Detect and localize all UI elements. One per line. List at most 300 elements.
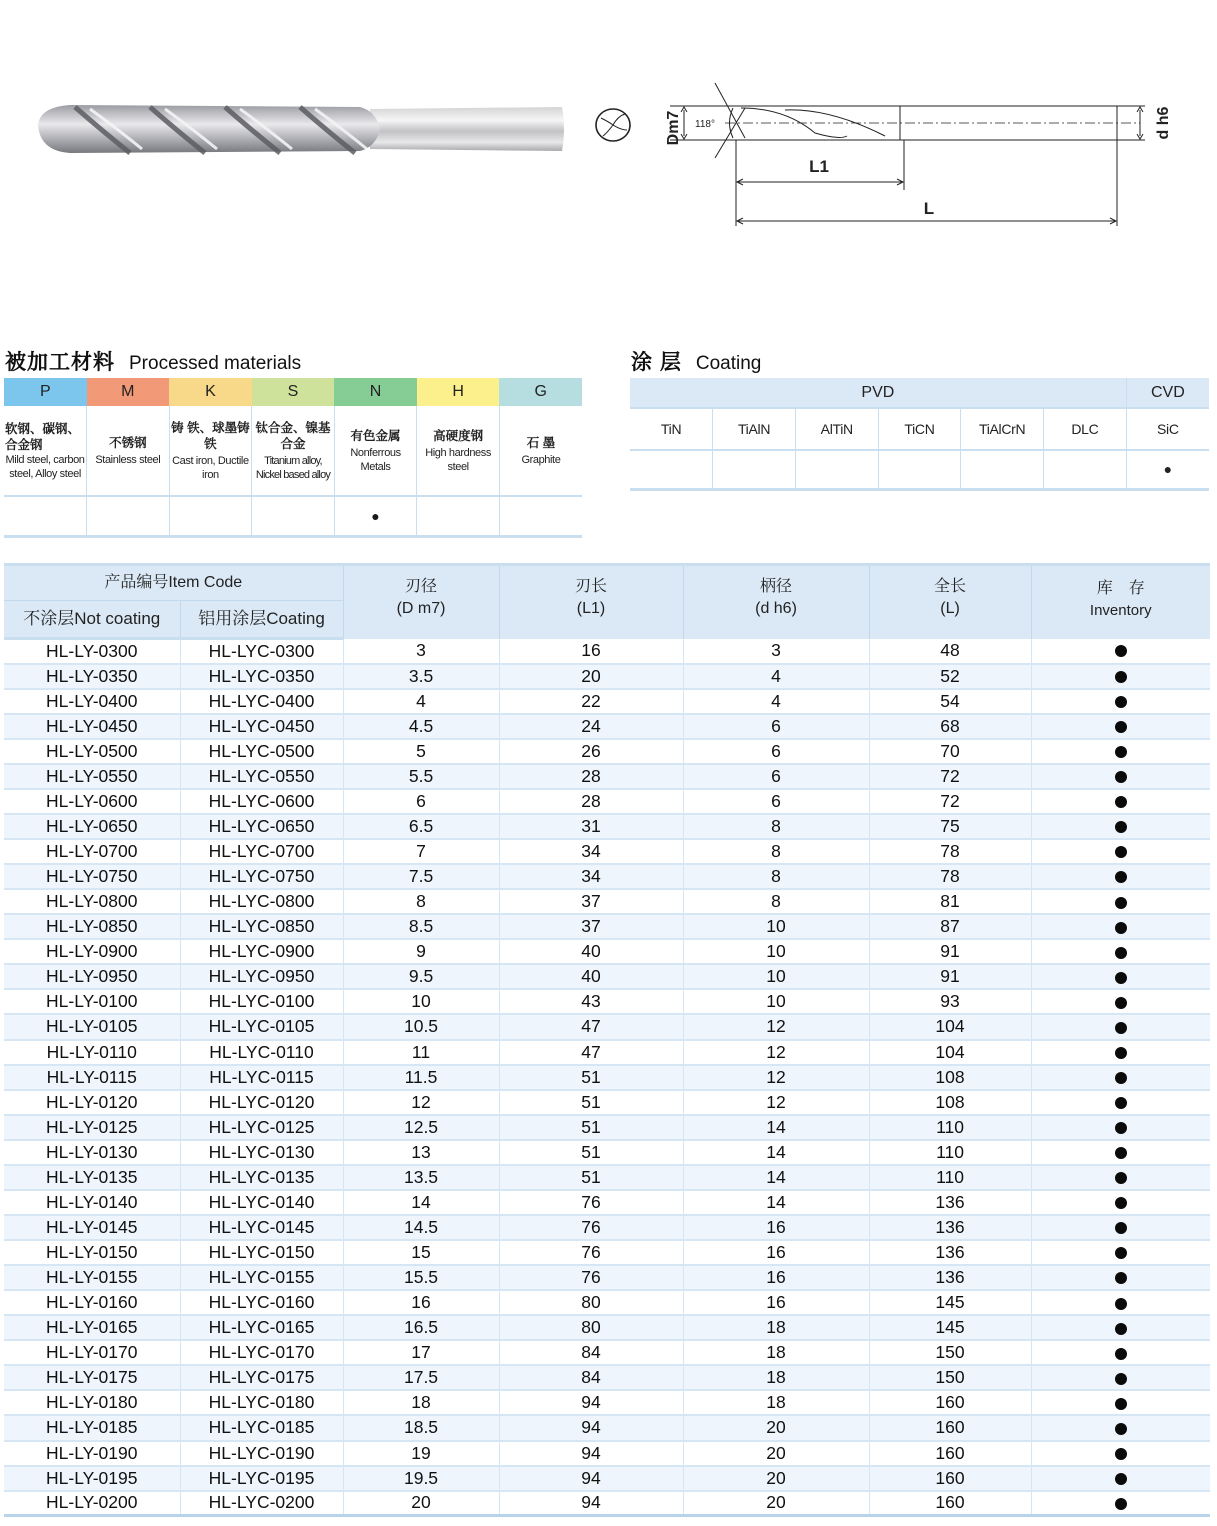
coating-type-ticn: TiCN: [878, 408, 961, 450]
shank-diameter: 6: [683, 789, 869, 814]
header-flute-length-cn: 刃长: [575, 578, 608, 595]
header-inventory-cn: 库 存: [1096, 580, 1145, 597]
overall-length: 48: [869, 639, 1031, 664]
material-mark-p: [4, 496, 87, 536]
material-desc-k: [169, 406, 252, 496]
item-code-not-coating: HL-LY-0185: [4, 1415, 180, 1440]
spec-header-row: [4, 565, 1210, 601]
table-row: [4, 1365, 1210, 1390]
coating-mark: [795, 450, 878, 489]
shank-diameter: 18: [683, 1390, 869, 1415]
material-desc-s: [252, 406, 335, 496]
shank-diameter: 10: [683, 964, 869, 989]
inventory-mark: [1031, 1365, 1210, 1390]
item-code-coating: HL-LYC-0550: [180, 764, 343, 789]
table-row: [4, 914, 1210, 939]
overall-length: 54: [869, 689, 1031, 714]
material-desc-en: Nonferrous Metals: [350, 446, 401, 473]
diameter: 12.5: [343, 1115, 499, 1140]
coating-mark: [713, 450, 796, 489]
flute-length: 80: [499, 1290, 683, 1315]
materials-title: [5, 346, 301, 376]
inventory-mark: [1031, 864, 1210, 889]
item-code-coating: HL-LYC-0145: [180, 1215, 343, 1240]
in-stock-dot-icon: [1115, 1247, 1127, 1259]
shank-diameter: 4: [683, 689, 869, 714]
inventory-mark: [1031, 1441, 1210, 1466]
diameter: 18: [343, 1390, 499, 1415]
diameter: 12: [343, 1090, 499, 1115]
overall-length: 72: [869, 789, 1031, 814]
inventory-mark: [1031, 739, 1210, 764]
item-code-coating: HL-LYC-0140: [180, 1190, 343, 1215]
shank-diameter: 18: [683, 1365, 869, 1390]
diameter: 16: [343, 1290, 499, 1315]
table-row: [4, 864, 1210, 889]
item-code-coating: HL-LYC-0300: [180, 639, 343, 664]
diameter: 14: [343, 1190, 499, 1215]
material-mark-n: ●: [334, 496, 417, 536]
overall-length: 150: [869, 1340, 1031, 1365]
spec-table-body: [4, 639, 1210, 1516]
diameter: 20: [343, 1491, 499, 1516]
diameter: 8.5: [343, 914, 499, 939]
table-row: [4, 1390, 1210, 1415]
diameter: 9: [343, 939, 499, 964]
item-code-coating: HL-LYC-0800: [180, 889, 343, 914]
in-stock-dot-icon: [1115, 846, 1127, 858]
in-stock-dot-icon: [1115, 1172, 1127, 1184]
item-code-not-coating: HL-LY-0850: [4, 914, 180, 939]
item-code-coating: HL-LYC-0180: [180, 1390, 343, 1415]
table-row: [4, 1165, 1210, 1190]
material-desc-cn: 高硬度钢: [433, 428, 484, 443]
flute-length: 34: [499, 839, 683, 864]
end-view-icon: [596, 109, 630, 141]
item-code-not-coating: HL-LY-0300: [4, 639, 180, 664]
shank-diameter: 10: [683, 939, 869, 964]
shank-diameter: 14: [683, 1115, 869, 1140]
item-code-coating: HL-LYC-0195: [180, 1466, 343, 1491]
item-code-not-coating: HL-LY-0450: [4, 714, 180, 739]
diameter: 19.5: [343, 1466, 499, 1491]
item-code-coating: HL-LYC-0850: [180, 914, 343, 939]
overall-length: 75: [869, 814, 1031, 839]
diameter: 17: [343, 1340, 499, 1365]
coating-mark: [961, 450, 1044, 489]
diameter: 9.5: [343, 964, 499, 989]
item-code-not-coating: HL-LY-0650: [4, 814, 180, 839]
coating-type-dlc: DLC: [1044, 408, 1127, 450]
inventory-mark: [1031, 1240, 1210, 1265]
material-desc-cn: 石 墨: [526, 435, 556, 450]
table-row: [4, 639, 1210, 664]
diameter: 6.5: [343, 814, 499, 839]
header-item-code: 产品编号Item Code: [4, 565, 343, 601]
overall-length: 160: [869, 1390, 1031, 1415]
shank-diameter: 12: [683, 1090, 869, 1115]
overall-length: 136: [869, 1265, 1031, 1290]
header-inventory-en: Inventory: [1089, 602, 1152, 619]
item-code-not-coating: HL-LY-0190: [4, 1441, 180, 1466]
in-stock-dot-icon: [1115, 1298, 1127, 1310]
flute-length: 26: [499, 739, 683, 764]
item-code-coating: HL-LYC-0650: [180, 814, 343, 839]
item-code-coating: HL-LYC-0350: [180, 664, 343, 689]
coating-groups-row: [630, 378, 1209, 408]
shank-diameter: 6: [683, 764, 869, 789]
in-stock-dot-icon: [1115, 796, 1127, 808]
material-desc-cn: 软钢、碳钢、合金钢: [5, 421, 81, 452]
in-stock-dot-icon: [1115, 1097, 1127, 1109]
material-desc-en: Graphite: [521, 453, 561, 466]
item-code-coating: HL-LYC-0600: [180, 789, 343, 814]
item-code-coating: HL-LYC-0110: [180, 1040, 343, 1065]
shank-diameter: 12: [683, 1014, 869, 1039]
material-desc-m: [87, 406, 170, 496]
material-marks-row: [4, 496, 582, 536]
diameter: 5: [343, 739, 499, 764]
shank-diameter: 20: [683, 1441, 869, 1466]
overall-length: 93: [869, 989, 1031, 1014]
overall-length: 110: [869, 1165, 1031, 1190]
table-row: [4, 1040, 1210, 1065]
inventory-mark: [1031, 689, 1210, 714]
material-desc-cn: 铸 铁、球墨铸铁: [171, 420, 250, 451]
shank-diameter: 6: [683, 714, 869, 739]
material-desc-h: [417, 406, 500, 496]
shank-diameter: 16: [683, 1240, 869, 1265]
header-coating: 铝用涂层Coating: [180, 601, 343, 639]
flute-length: 84: [499, 1365, 683, 1390]
coating-mark: [878, 450, 961, 489]
table-row: [4, 839, 1210, 864]
drill-product-image: [30, 95, 570, 165]
diameter: 16.5: [343, 1315, 499, 1340]
overall-length: 78: [869, 839, 1031, 864]
material-desc-en: Stainless steel: [95, 453, 161, 466]
table-row: [4, 964, 1210, 989]
diameter: 8: [343, 889, 499, 914]
diameter: 14.5: [343, 1215, 499, 1240]
item-code-not-coating: HL-LY-0165: [4, 1315, 180, 1340]
header-overall-length: [869, 565, 1031, 639]
table-row: [4, 939, 1210, 964]
item-code-not-coating: HL-LY-0500: [4, 739, 180, 764]
in-stock-dot-icon: [1115, 1348, 1127, 1360]
item-code-not-coating: HL-LY-0550: [4, 764, 180, 789]
flute-length: 51: [499, 1065, 683, 1090]
material-desc-en: Mild steel, carbon steel, Alloy steel: [5, 453, 85, 480]
item-code-not-coating: HL-LY-0350: [4, 664, 180, 689]
item-code-coating: HL-LYC-0175: [180, 1365, 343, 1390]
inventory-mark: [1031, 989, 1210, 1014]
item-code-coating: HL-LYC-0190: [180, 1441, 343, 1466]
item-code-coating: HL-LYC-0400: [180, 689, 343, 714]
table-row: [4, 1491, 1210, 1516]
shank-diameter: 18: [683, 1340, 869, 1365]
overall-length: 136: [869, 1240, 1031, 1265]
table-row: [4, 1014, 1210, 1039]
coating-types-row: [630, 408, 1209, 450]
material-code-n: N: [334, 378, 417, 406]
shank-diameter: 10: [683, 914, 869, 939]
table-row: [4, 1090, 1210, 1115]
overall-length: 108: [869, 1090, 1031, 1115]
in-stock-dot-icon: [1115, 821, 1127, 833]
material-code-p: P: [4, 378, 87, 406]
in-stock-dot-icon: [1115, 947, 1127, 959]
material-codes-row: [4, 378, 582, 406]
in-stock-dot-icon: [1115, 1423, 1127, 1435]
shank-diameter: 16: [683, 1215, 869, 1240]
item-code-not-coating: HL-LY-0120: [4, 1090, 180, 1115]
item-code-coating: HL-LYC-0500: [180, 739, 343, 764]
flute-length: 76: [499, 1265, 683, 1290]
flute-length: 37: [499, 914, 683, 939]
shank-diameter: 14: [683, 1165, 869, 1190]
in-stock-dot-icon: [1115, 922, 1127, 934]
inventory-mark: [1031, 1014, 1210, 1039]
flute-length: 51: [499, 1115, 683, 1140]
item-code-not-coating: HL-LY-0400: [4, 689, 180, 714]
in-stock-dot-icon: [1115, 1448, 1127, 1460]
diameter: 19: [343, 1441, 499, 1466]
item-code-not-coating: HL-LY-0600: [4, 789, 180, 814]
inventory-mark: [1031, 1190, 1210, 1215]
flute-length: 80: [499, 1315, 683, 1340]
inventory-mark: [1031, 1215, 1210, 1240]
flute-length: 94: [499, 1390, 683, 1415]
item-code-coating: HL-LYC-0450: [180, 714, 343, 739]
table-row: [4, 1315, 1210, 1340]
item-code-not-coating: HL-LY-0900: [4, 939, 180, 964]
diameter: 7: [343, 839, 499, 864]
coating-type-tialcrn: TiAlCrN: [961, 408, 1044, 450]
flute-length: 51: [499, 1140, 683, 1165]
inventory-mark: [1031, 764, 1210, 789]
item-code-not-coating: HL-LY-0115: [4, 1065, 180, 1090]
table-row: [4, 989, 1210, 1014]
inventory-mark: [1031, 1040, 1210, 1065]
flute-length: 28: [499, 789, 683, 814]
item-code-not-coating: HL-LY-0130: [4, 1140, 180, 1165]
flute-length: 28: [499, 764, 683, 789]
diameter: 5.5: [343, 764, 499, 789]
item-code-coating: HL-LYC-0155: [180, 1265, 343, 1290]
shank-diameter: 10: [683, 989, 869, 1014]
inventory-mark: [1031, 1115, 1210, 1140]
overall-length-label: L: [923, 199, 935, 218]
table-row: [4, 1340, 1210, 1365]
flute-length: 51: [499, 1165, 683, 1190]
in-stock-dot-icon: [1115, 696, 1127, 708]
flute-length: 76: [499, 1215, 683, 1240]
shank-diameter: 3: [683, 639, 869, 664]
inventory-mark: [1031, 1466, 1210, 1491]
material-mark-h: [417, 496, 500, 536]
overall-length: 145: [869, 1315, 1031, 1340]
material-code-g: G: [499, 378, 582, 406]
shank-diameter: 14: [683, 1190, 869, 1215]
table-row: [4, 1290, 1210, 1315]
table-row: [4, 714, 1210, 739]
overall-length: 110: [869, 1140, 1031, 1165]
item-code-not-coating: HL-LY-0125: [4, 1115, 180, 1140]
material-mark-m: [87, 496, 170, 536]
table-row: [4, 1415, 1210, 1440]
table-row: [4, 664, 1210, 689]
shank-label: d h6: [1155, 106, 1172, 140]
material-desc-cn: 有色金属: [350, 428, 401, 443]
in-stock-dot-icon: [1115, 1473, 1127, 1485]
overall-length: 145: [869, 1290, 1031, 1315]
overall-length: 136: [869, 1215, 1031, 1240]
in-stock-dot-icon: [1115, 1022, 1127, 1034]
material-descriptions-row: [4, 406, 582, 496]
in-stock-dot-icon: [1115, 721, 1127, 733]
in-stock-dot-icon: [1115, 1398, 1127, 1410]
in-stock-dot-icon: [1115, 871, 1127, 883]
item-code-not-coating: HL-LY-0140: [4, 1190, 180, 1215]
in-stock-dot-icon: [1115, 1323, 1127, 1335]
item-code-coating: HL-LYC-0135: [180, 1165, 343, 1190]
diameter: 11: [343, 1040, 499, 1065]
flute-length: 37: [499, 889, 683, 914]
shank-diameter: 14: [683, 1140, 869, 1165]
header-shank-diameter: [683, 565, 869, 639]
flute-length: 94: [499, 1441, 683, 1466]
overall-length: 104: [869, 1014, 1031, 1039]
overall-length: 78: [869, 864, 1031, 889]
flute-length: 31: [499, 814, 683, 839]
table-row: [4, 1115, 1210, 1140]
inventory-mark: [1031, 639, 1210, 664]
item-code-not-coating: HL-LY-0160: [4, 1290, 180, 1315]
diameter-label: Dm7: [665, 110, 682, 146]
material-code-m: M: [87, 378, 170, 406]
flute-length: 94: [499, 1466, 683, 1491]
in-stock-dot-icon: [1115, 997, 1127, 1009]
item-code-not-coating: HL-LY-0200: [4, 1491, 180, 1516]
item-code-not-coating: HL-LY-0155: [4, 1265, 180, 1290]
table-row: [4, 889, 1210, 914]
flute-length: 20: [499, 664, 683, 689]
table-row: [4, 1215, 1210, 1240]
inventory-mark: [1031, 939, 1210, 964]
table-row: [4, 689, 1210, 714]
coating-mark: [1044, 450, 1127, 489]
flute-length: 47: [499, 1040, 683, 1065]
inventory-mark: [1031, 889, 1210, 914]
item-code-not-coating: HL-LY-0170: [4, 1340, 180, 1365]
shank-diameter: 8: [683, 814, 869, 839]
flute-length: 40: [499, 964, 683, 989]
header-inventory: [1031, 565, 1210, 639]
overall-length: 81: [869, 889, 1031, 914]
header-flute-length-en: (L1): [576, 600, 606, 617]
item-code-coating: HL-LYC-0200: [180, 1491, 343, 1516]
overall-length: 136: [869, 1190, 1031, 1215]
shank-diameter: 8: [683, 889, 869, 914]
inventory-mark: [1031, 1315, 1210, 1340]
inventory-mark: [1031, 1390, 1210, 1415]
inventory-mark: [1031, 1491, 1210, 1516]
item-code-not-coating: HL-LY-0700: [4, 839, 180, 864]
shank-diameter: 8: [683, 864, 869, 889]
table-row: [4, 1140, 1210, 1165]
in-stock-dot-icon: [1115, 1222, 1127, 1234]
diameter: 10: [343, 989, 499, 1014]
flute-length: 84: [499, 1340, 683, 1365]
diameter: 4: [343, 689, 499, 714]
inventory-mark: [1031, 714, 1210, 739]
flute-length: 43: [499, 989, 683, 1014]
shank-diameter: 20: [683, 1415, 869, 1440]
item-code-coating: HL-LYC-0100: [180, 989, 343, 1014]
item-code-coating: HL-LYC-0185: [180, 1415, 343, 1440]
diameter: 7.5: [343, 864, 499, 889]
material-mark-g: [499, 496, 582, 536]
material-desc-p: [4, 406, 87, 496]
overall-length: 160: [869, 1466, 1031, 1491]
in-stock-dot-icon: [1115, 746, 1127, 758]
shank-diameter: 16: [683, 1265, 869, 1290]
overall-length: 160: [869, 1491, 1031, 1516]
header-diameter-cn: 刃径: [405, 578, 438, 595]
header-shank-cn: 柄径: [760, 578, 793, 595]
item-code-coating: HL-LYC-0130: [180, 1140, 343, 1165]
in-stock-dot-icon: [1115, 897, 1127, 909]
inventory-mark: [1031, 914, 1210, 939]
materials-title-cn: 被加工材料: [5, 351, 115, 374]
overall-length: 52: [869, 664, 1031, 689]
shank-diameter: 12: [683, 1065, 869, 1090]
flute-length: 94: [499, 1491, 683, 1516]
shank-diameter: 20: [683, 1491, 869, 1516]
drill-technical-drawing: [585, 78, 1217, 238]
material-desc-en: Titanium alloy, Nickel based alloy: [255, 454, 331, 481]
material-desc-en: Cast iron, Ductile iron: [172, 454, 249, 481]
diameter: 13: [343, 1140, 499, 1165]
coating-title-en: Coating: [695, 353, 762, 374]
angle-label: 118°: [695, 119, 715, 130]
inventory-mark: [1031, 1090, 1210, 1115]
overall-length: 91: [869, 964, 1031, 989]
coating-title: [631, 346, 761, 376]
in-stock-dot-icon: [1115, 1122, 1127, 1134]
header-diameter-en: (D m7): [396, 600, 446, 617]
item-code-coating: HL-LYC-0150: [180, 1240, 343, 1265]
diameter: 3: [343, 639, 499, 664]
item-code-coating: HL-LYC-0105: [180, 1014, 343, 1039]
inventory-mark: [1031, 789, 1210, 814]
flute-length: 47: [499, 1014, 683, 1039]
flute-length: 40: [499, 939, 683, 964]
material-mark-s: [252, 496, 335, 536]
coating-marks-row: [630, 450, 1209, 489]
item-code-not-coating: HL-LY-0105: [4, 1014, 180, 1039]
item-code-not-coating: HL-LY-0175: [4, 1365, 180, 1390]
table-row: [4, 1466, 1210, 1491]
material-code-h: H: [417, 378, 500, 406]
shank-diameter: 12: [683, 1040, 869, 1065]
shank-diameter: 4: [683, 664, 869, 689]
header-overall-en: (L): [940, 600, 960, 617]
in-stock-dot-icon: [1115, 1498, 1127, 1510]
item-code-not-coating: HL-LY-0135: [4, 1165, 180, 1190]
item-code-not-coating: HL-LY-0800: [4, 889, 180, 914]
